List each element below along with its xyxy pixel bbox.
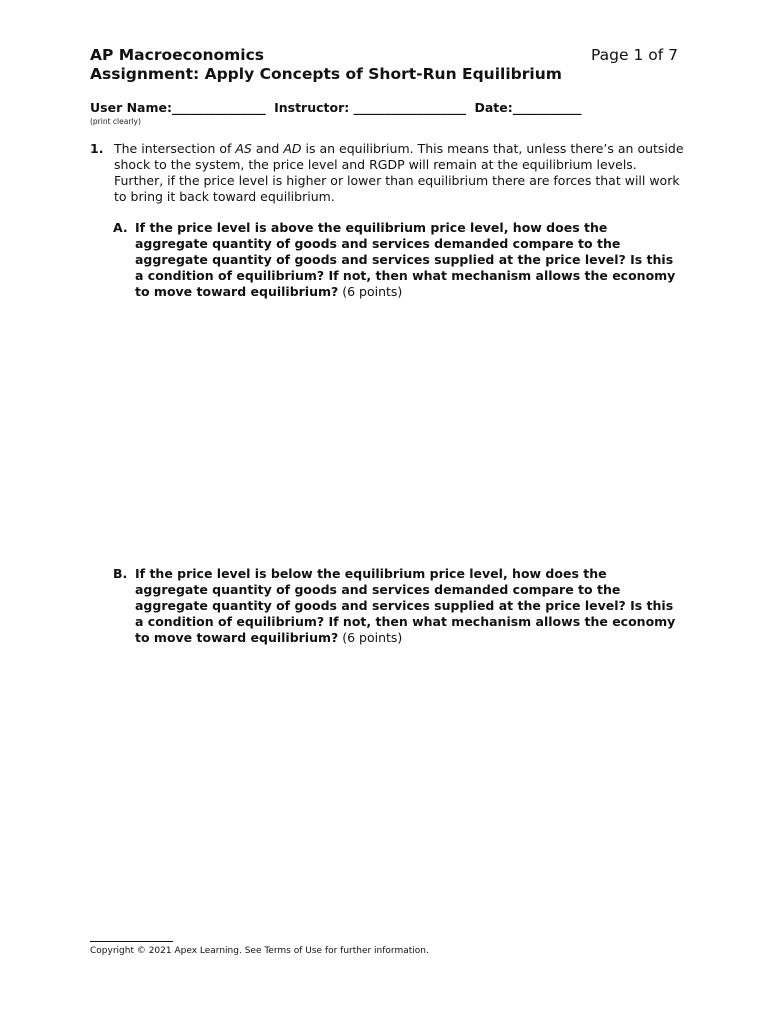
question-part-b — [113, 566, 683, 646]
copyright-footer: Copyright © 2021 Apex Learning. See Terms of Use for further information. — [90, 946, 429, 956]
user-name-field[interactable]: User Name:_______________ — [90, 100, 266, 115]
document-header — [90, 46, 678, 84]
part-b-points: (6 points) — [338, 630, 403, 645]
header-row — [90, 46, 678, 65]
page-number: Page 1 of 7 — [591, 46, 678, 64]
part-letter: A. — [113, 220, 128, 235]
question-text-segment: is an equilibrium. This means that, unless there’s an outside shock to the system, the price level and RGDP will remain at the equilibrium levels. Further, if the price level is higher or lower than equilibrium there are forces that will work to bring it back toward equilibrium. — [114, 141, 684, 204]
date-field[interactable]: Date:___________ — [474, 100, 582, 115]
question-1 — [90, 141, 690, 205]
question-1-text — [114, 141, 684, 205]
as-term: AS — [235, 141, 252, 156]
student-info-fields — [90, 100, 690, 115]
assignment-title: Assignment: Apply Concepts of Short-Run Equilibrium — [90, 65, 562, 83]
footer-divider — [90, 941, 173, 942]
part-b-question: If the price level is below the equilibrium price level, how does the aggregate quantity of goods and services demanded compare to the aggregate quantity of goods and services supplied at the price level? Is this a condition of equilibrium? If not, then what mechanism allows the economy to move toward equilibrium? — [135, 566, 676, 645]
question-text-segment: The intersection of — [114, 141, 236, 156]
question-number: 1. — [90, 141, 104, 156]
part-a-points: (6 points) — [338, 284, 403, 299]
ad-term: AD — [283, 141, 302, 156]
instructor-field[interactable]: Instructor: __________________ — [274, 100, 467, 115]
print-clearly-note: (print clearly) — [90, 117, 141, 126]
question-text-segment: and — [251, 141, 284, 156]
part-letter: B. — [113, 566, 128, 581]
course-title: AP Macroeconomics — [90, 46, 265, 64]
part-b-text — [135, 566, 681, 646]
part-a-question: If the price level is above the equilibrium price level, how does the aggregate quantity of goods and services demanded compare to the aggregate quantity of goods and services supplied at the price level? Is this a condition of equilibrium? If not, then what mechanism allows the economy to move toward equilibrium? — [135, 220, 676, 299]
question-part-a — [113, 220, 683, 300]
part-a-text — [135, 220, 681, 300]
